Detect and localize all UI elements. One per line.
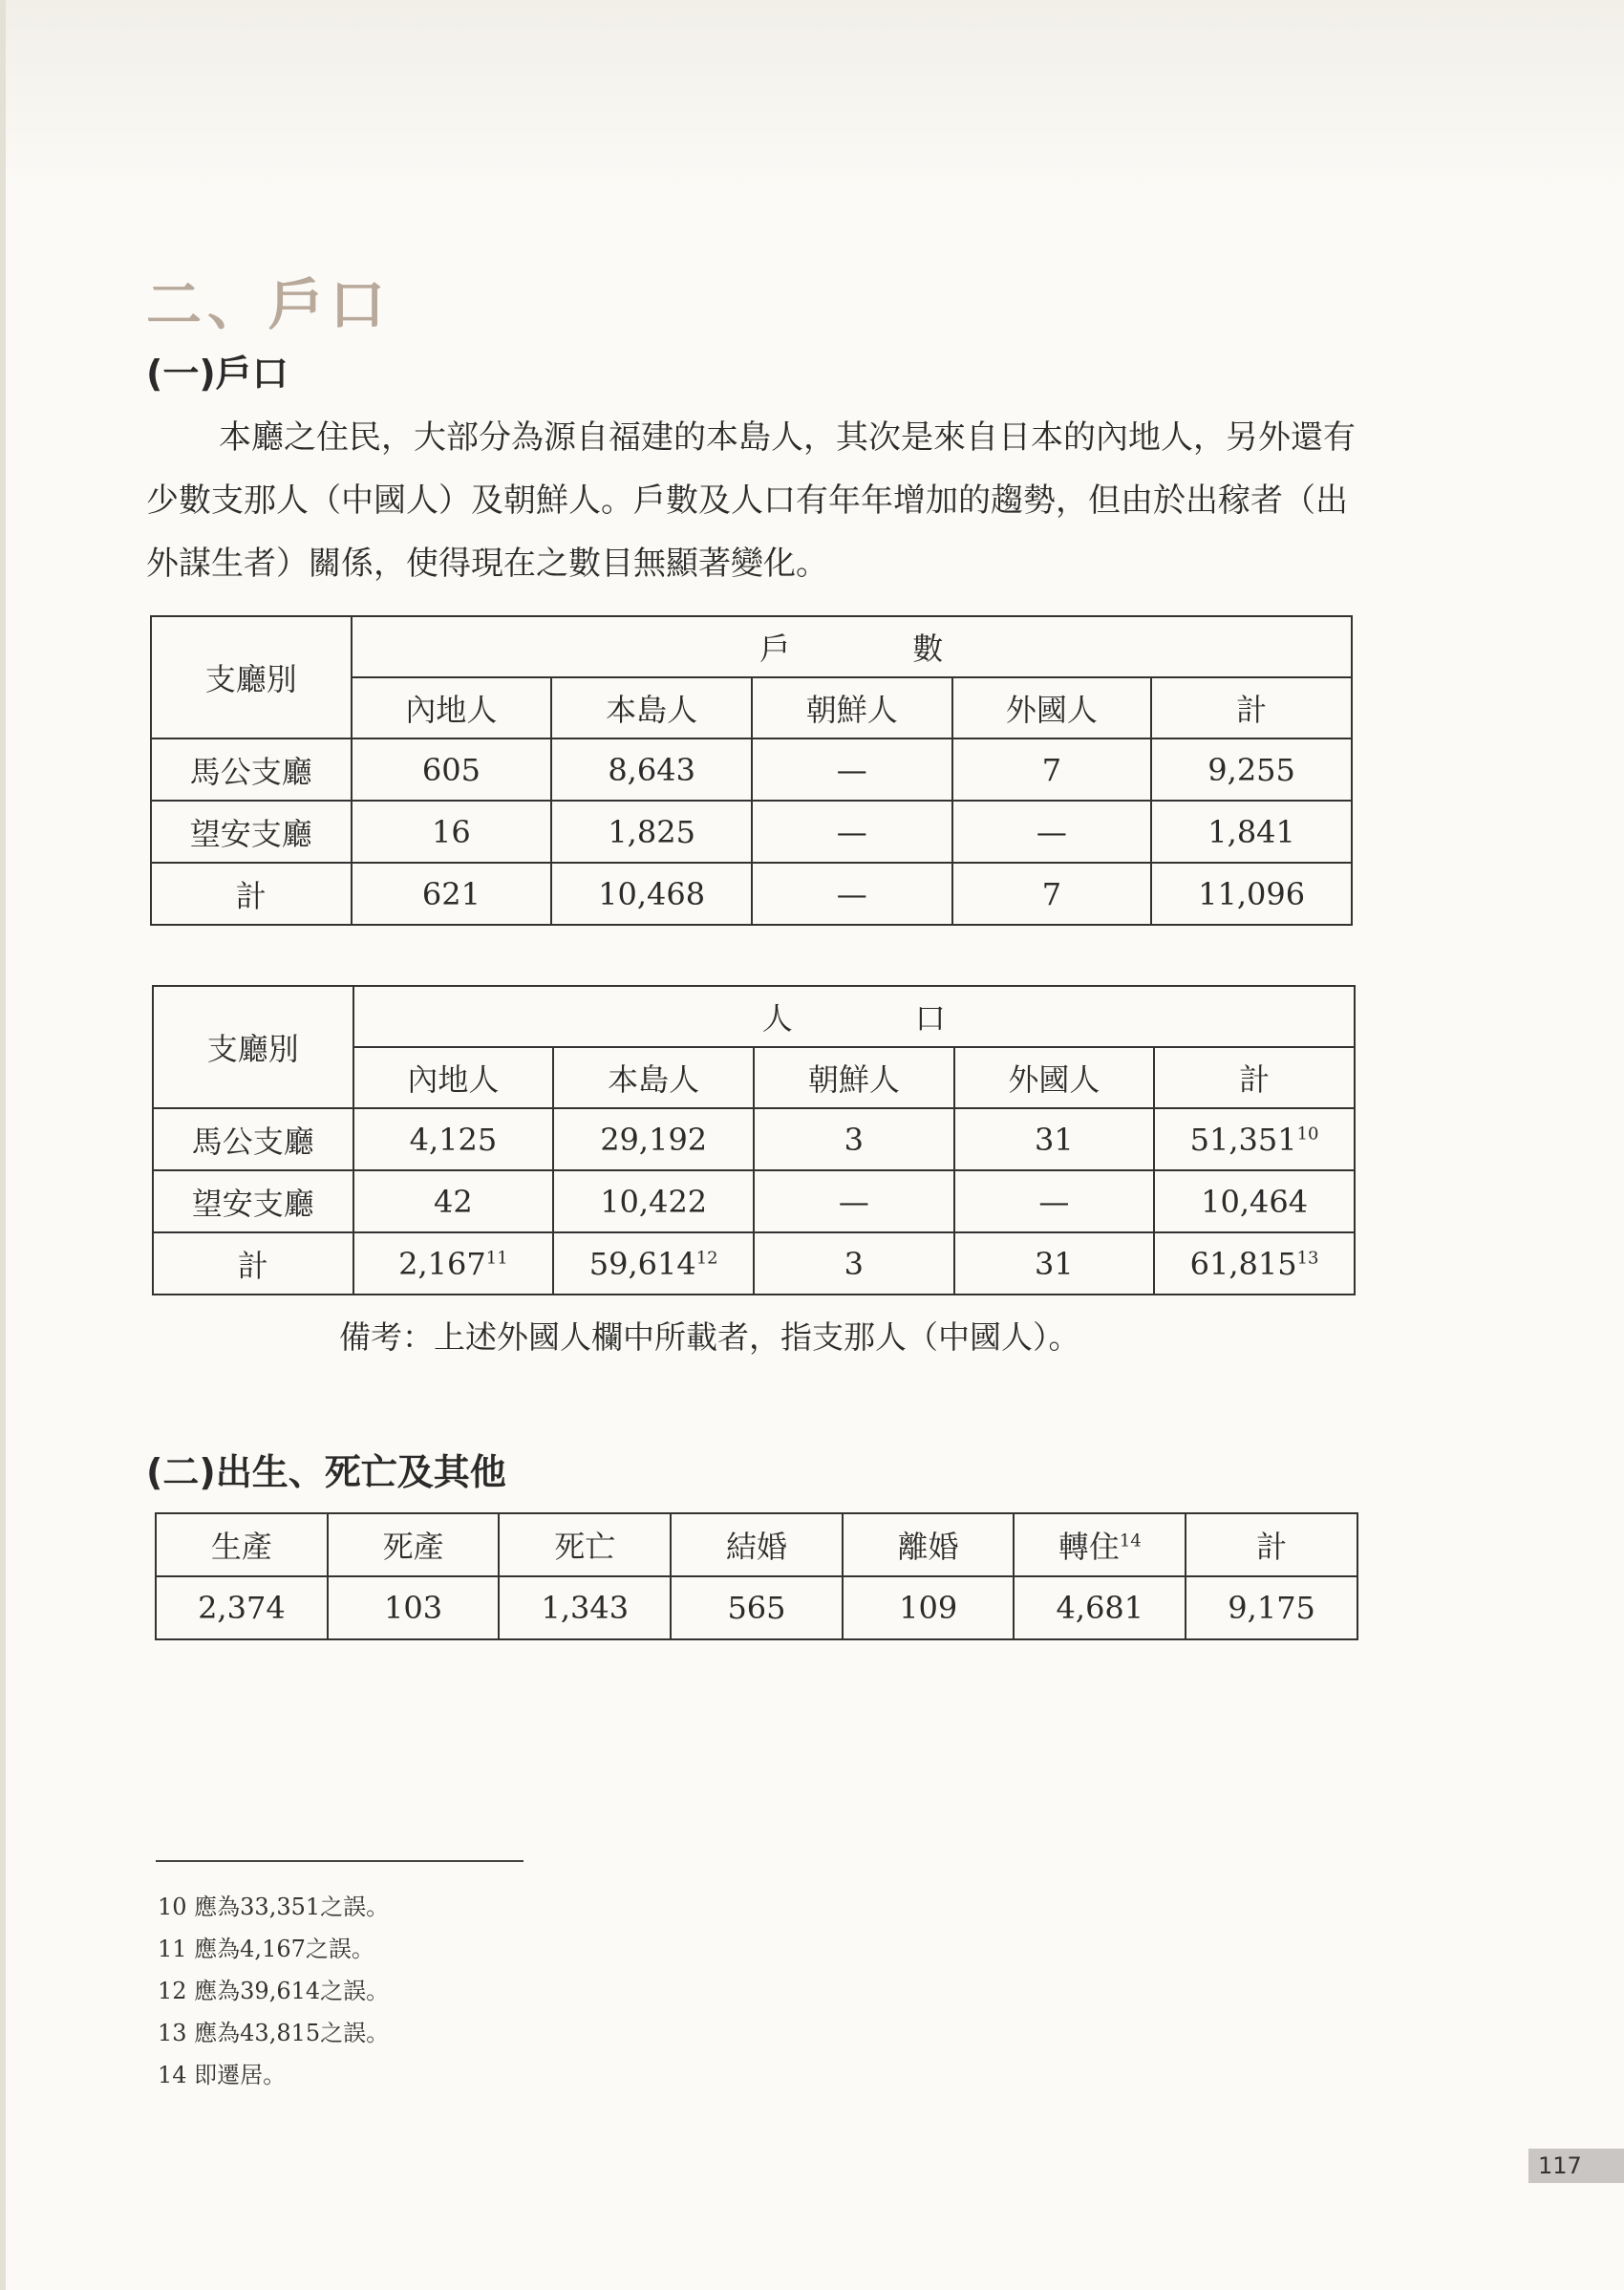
footnote: 12 應為39,614之誤。 bbox=[158, 1978, 390, 2004]
table-remark: 備考：上述外國人欄中所載者，指支那人（中國人）。 bbox=[339, 1318, 1080, 1356]
footnote-ref: 13 bbox=[1296, 1247, 1319, 1268]
cell: 3 bbox=[754, 1232, 954, 1295]
column-header: 本島人 bbox=[551, 677, 752, 738]
row-header: 支廳別 bbox=[153, 986, 353, 1108]
cell: 4,125 bbox=[353, 1108, 554, 1170]
cell: 2,374 bbox=[156, 1576, 328, 1639]
column-header: 轉住$^{14}$ bbox=[1014, 1513, 1186, 1576]
cell: 1,841 bbox=[1151, 801, 1352, 863]
cell: 16 bbox=[352, 801, 552, 863]
cell: 9,175 bbox=[1186, 1576, 1357, 1639]
subsection-title-households: (一)戶口 bbox=[146, 353, 288, 395]
row-header: 支廳別 bbox=[151, 616, 352, 738]
column-header: 朝鮮人 bbox=[752, 677, 952, 738]
column-header: 本島人 bbox=[553, 1047, 754, 1108]
vital-table bbox=[155, 1512, 1358, 1640]
cell: — bbox=[952, 801, 1152, 863]
cell: 51,351$^{10}$ bbox=[1154, 1108, 1355, 1170]
group-header: 人 口 bbox=[353, 986, 1355, 1047]
column-header: 計 bbox=[1186, 1513, 1357, 1576]
column-header: 內地人 bbox=[353, 1047, 554, 1108]
footnote: 10 應為33,351之誤。 bbox=[158, 1894, 390, 1920]
footnote-ref: 14 bbox=[1119, 1530, 1142, 1552]
column-header: 死產 bbox=[328, 1513, 500, 1576]
page-number: 117 bbox=[1528, 2149, 1624, 2183]
footnote-ref: 12 bbox=[695, 1247, 718, 1268]
row-label: 計 bbox=[151, 863, 352, 925]
cell: 2,167$^{11}$ bbox=[353, 1232, 554, 1295]
cell: 103 bbox=[328, 1576, 500, 1639]
cell: 1,343 bbox=[499, 1576, 671, 1639]
column-header: 死亡 bbox=[499, 1513, 671, 1576]
table-row bbox=[153, 1170, 1355, 1232]
table-row bbox=[156, 1576, 1357, 1639]
cell: 31 bbox=[954, 1108, 1155, 1170]
cell: 11,096 bbox=[1151, 863, 1352, 925]
cell: 31 bbox=[954, 1232, 1155, 1295]
cell: 61,815$^{13}$ bbox=[1154, 1232, 1355, 1295]
cell: — bbox=[754, 1170, 954, 1232]
footnote: 13 應為43,815之誤。 bbox=[158, 2020, 390, 2046]
table-row bbox=[151, 801, 1352, 863]
column-header: 結婚 bbox=[671, 1513, 843, 1576]
column-header: 外國人 bbox=[954, 1047, 1155, 1108]
row-label: 馬公支廳 bbox=[153, 1108, 353, 1170]
column-header: 外國人 bbox=[952, 677, 1152, 738]
row-label: 望安支廳 bbox=[151, 801, 352, 863]
cell: 4,681 bbox=[1014, 1576, 1186, 1639]
table-row bbox=[151, 863, 1352, 925]
table-row bbox=[151, 738, 1352, 801]
page-top-band bbox=[0, 0, 1624, 191]
section-title: 二、戶口 bbox=[146, 272, 392, 337]
cell: 7 bbox=[952, 738, 1152, 801]
cell: — bbox=[752, 863, 952, 925]
cell: 29,192 bbox=[553, 1108, 754, 1170]
footnote-divider bbox=[156, 1860, 524, 1862]
row-label: 計 bbox=[153, 1232, 353, 1295]
cell: 109 bbox=[843, 1576, 1015, 1639]
table-row bbox=[153, 1108, 1355, 1170]
table-row bbox=[153, 1232, 1355, 1295]
column-header: 朝鮮人 bbox=[754, 1047, 954, 1108]
column-header: 離婚 bbox=[843, 1513, 1015, 1576]
cell: 605 bbox=[352, 738, 552, 801]
population-table bbox=[152, 985, 1356, 1295]
subsection-title-vital: (二)出生、死亡及其他 bbox=[146, 1451, 506, 1493]
footnote: 14 即遷居。 bbox=[158, 2062, 287, 2088]
cell: 9,255 bbox=[1151, 738, 1352, 801]
cell: 10,422 bbox=[553, 1170, 754, 1232]
cell: — bbox=[752, 801, 952, 863]
footnote: 11 應為4,167之誤。 bbox=[158, 1936, 374, 1962]
group-header: 戶 數 bbox=[352, 616, 1352, 677]
footnote-ref: 10 bbox=[1296, 1123, 1319, 1144]
cell: — bbox=[954, 1170, 1155, 1232]
cell: 8,643 bbox=[551, 738, 752, 801]
row-label: 望安支廳 bbox=[153, 1170, 353, 1232]
column-header: 計 bbox=[1151, 677, 1352, 738]
footnote-ref: 11 bbox=[485, 1247, 508, 1268]
cell: 621 bbox=[352, 863, 552, 925]
cell: 7 bbox=[952, 863, 1152, 925]
column-header: 計 bbox=[1154, 1047, 1355, 1108]
cell: 3 bbox=[754, 1108, 954, 1170]
cell: 42 bbox=[353, 1170, 554, 1232]
body-paragraph: 本廳之住民，大部分為源自福建的本島人，其次是來自日本的內地人，另外還有少數支那人（中國人）及朝鮮人。戶數及人口有年年增加的趨勢，但由於出稼者（出外謀生者）關係，使得現在之數目無顯著變化。 bbox=[146, 418, 1356, 583]
cell: 1,825 bbox=[551, 801, 752, 863]
row-label: 馬公支廳 bbox=[151, 738, 352, 801]
cell: 59,614$^{12}$ bbox=[553, 1232, 754, 1295]
cell: 10,464 bbox=[1154, 1170, 1355, 1232]
cell: 10,468 bbox=[551, 863, 752, 925]
column-header: 內地人 bbox=[352, 677, 552, 738]
column-header: 生產 bbox=[156, 1513, 328, 1576]
cell: 565 bbox=[671, 1576, 843, 1639]
households-table bbox=[150, 615, 1353, 926]
cell: — bbox=[752, 738, 952, 801]
page-edge bbox=[0, 0, 6, 2290]
